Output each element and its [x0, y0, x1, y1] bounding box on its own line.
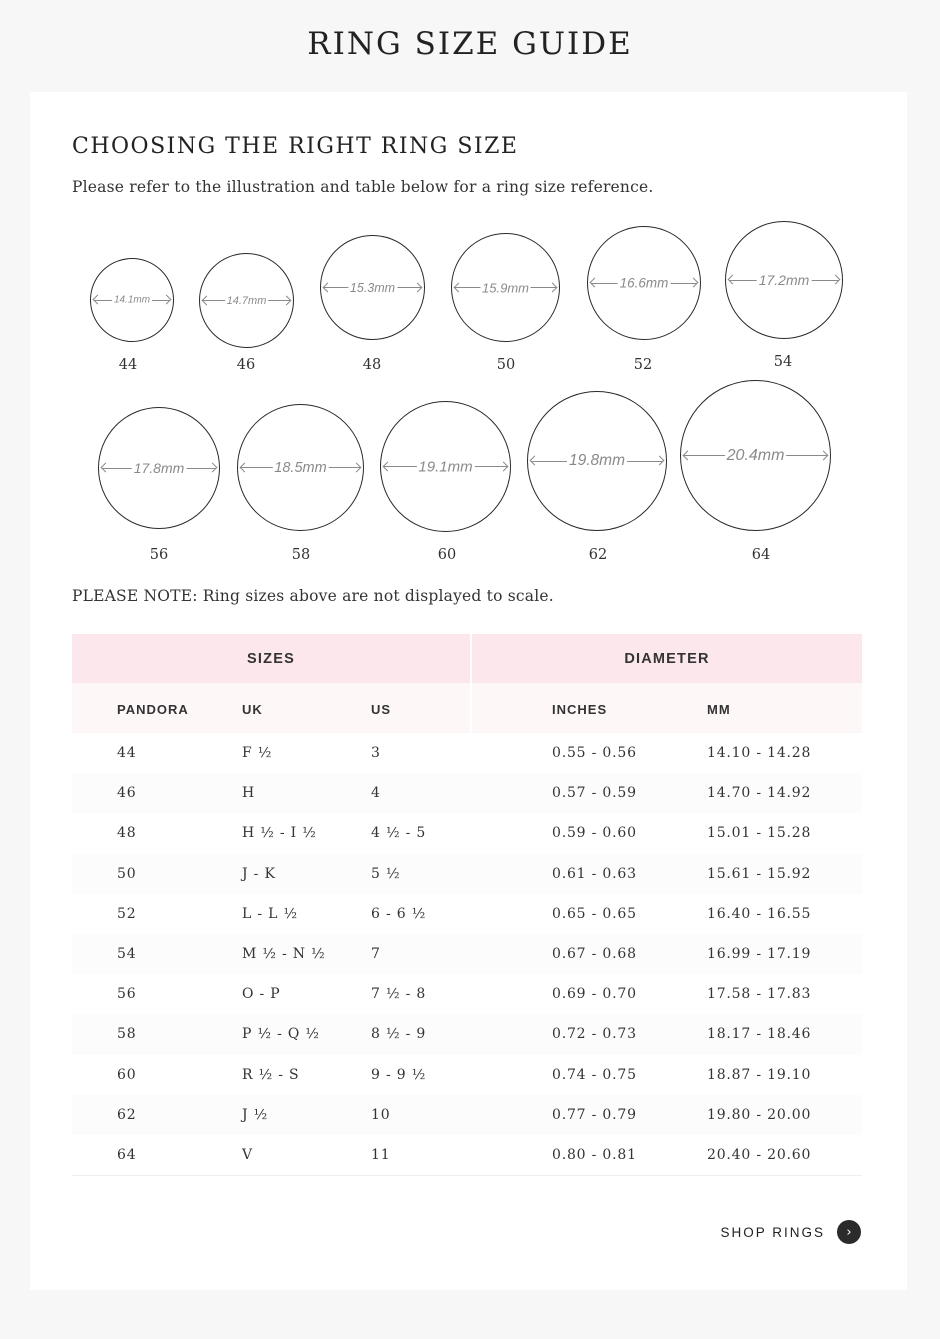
ring-diameter-label: 16.6mm	[619, 275, 669, 291]
cell-pandora: 64	[117, 1146, 137, 1163]
table-row	[72, 934, 862, 974]
table-row	[72, 1135, 862, 1175]
ring-56	[98, 407, 220, 529]
cell-uk: H	[242, 785, 256, 802]
cell-inches: 0.67 - 0.68	[552, 945, 637, 962]
ring-diameter-label: 17.2mm	[758, 272, 810, 288]
ring-diameter-label: 15.9mm	[482, 280, 529, 295]
cell-us: 8 ½ - 9	[371, 1026, 427, 1043]
cell-pandora: 56	[117, 986, 137, 1003]
cell-us: 5 ½	[371, 865, 401, 882]
cell-mm: 15.61 - 15.92	[707, 865, 812, 882]
ring-size-label: 60	[437, 547, 457, 563]
cell-pandora: 50	[117, 865, 137, 882]
ring-diameter-label: 18.5mm	[274, 459, 327, 476]
cell-pandora: 58	[117, 1026, 137, 1043]
table-row	[72, 1014, 862, 1054]
ring-44	[90, 258, 174, 342]
cell-uk: J ½	[242, 1106, 269, 1123]
col-us: US	[371, 702, 392, 717]
ring-diameter-label: 19.8mm	[569, 452, 625, 469]
ring-58	[237, 404, 364, 531]
table-row	[72, 854, 862, 894]
cell-uk: P ½ - Q ½	[242, 1026, 320, 1043]
cell-inches: 0.59 - 0.60	[552, 825, 637, 842]
cell-uk: F ½	[242, 745, 273, 761]
cell-us: 7 ½ - 8	[371, 986, 427, 1003]
ring-size-label: 56	[149, 547, 169, 563]
cell-us: 4	[371, 785, 381, 802]
ring-52	[587, 226, 701, 340]
ring-size-label: 52	[633, 357, 653, 373]
cell-mm: 17.58 - 17.83	[707, 986, 812, 1003]
cell-mm: 14.10 - 14.28	[707, 745, 812, 761]
chevron-right-icon[interactable]: ›	[837, 1220, 861, 1244]
intro-text: Please refer to the illustration and table below for a ring size reference.	[72, 178, 654, 196]
ring-size-label: 46	[236, 357, 256, 373]
ring-size-label: 48	[362, 357, 382, 373]
cell-inches: 0.65 - 0.65	[552, 905, 637, 922]
cell-mm: 16.40 - 16.55	[707, 905, 812, 922]
cell-us: 10	[371, 1106, 391, 1123]
cell-pandora: 44	[117, 745, 137, 761]
section-title: CHOOSING THE RIGHT RING SIZE	[72, 134, 519, 159]
cell-us: 9 - 9 ½	[371, 1066, 427, 1083]
ring-48	[320, 235, 425, 340]
cell-pandora: 48	[117, 825, 137, 842]
ring-diameter-label: 17.8mm	[133, 460, 185, 476]
cell-uk: V	[242, 1146, 253, 1163]
cell-uk: L - L ½	[242, 905, 298, 922]
ring-46	[199, 253, 294, 348]
cell-mm: 20.40 - 20.60	[707, 1146, 812, 1163]
cell-mm: 18.17 - 18.46	[707, 1026, 812, 1043]
scale-note: PLEASE NOTE: Ring sizes above are not displayed to scale.	[72, 587, 554, 605]
ring-size-label: 44	[118, 357, 138, 373]
cell-uk: O - P	[242, 986, 281, 1003]
table-bottom-divider	[72, 1175, 862, 1176]
col-pandora: PANDORA	[117, 702, 189, 717]
table-row	[72, 733, 862, 773]
cell-inches: 0.55 - 0.56	[552, 745, 637, 761]
col-inches: INCHES	[552, 702, 608, 717]
cell-inches: 0.77 - 0.79	[552, 1106, 637, 1123]
cell-pandora: 62	[117, 1106, 137, 1123]
ring-size-table	[72, 634, 862, 1175]
cell-us: 6 - 6 ½	[371, 905, 427, 922]
cell-inches: 0.57 - 0.59	[552, 785, 637, 802]
cell-us: 3	[371, 745, 381, 761]
table-column-header	[72, 683, 862, 733]
ring-64	[680, 380, 831, 531]
ring-size-card	[30, 92, 907, 1290]
ring-diameter-label: 14.1mm	[113, 294, 151, 306]
cell-inches: 0.69 - 0.70	[552, 986, 637, 1003]
ring-size-label: 62	[588, 547, 608, 563]
cell-inches: 0.72 - 0.73	[552, 1026, 637, 1043]
cell-inches: 0.74 - 0.75	[552, 1066, 637, 1083]
table-group-header	[72, 634, 862, 683]
ring-diameter-label: 19.1mm	[418, 458, 473, 475]
cell-inches: 0.61 - 0.63	[552, 865, 637, 882]
table-body	[72, 733, 862, 1175]
table-row	[72, 1095, 862, 1135]
cell-us: 11	[371, 1146, 391, 1163]
col-uk: UK	[242, 702, 263, 717]
cell-us: 7	[371, 945, 381, 962]
cell-uk: M ½ - N ½	[242, 945, 326, 962]
cell-mm: 14.70 - 14.92	[707, 785, 812, 802]
shop-rings-link[interactable]	[720, 1220, 861, 1244]
sizes-group-header: SIZES	[72, 634, 470, 683]
ring-54	[725, 221, 843, 339]
cell-uk: R ½ - S	[242, 1066, 300, 1083]
cell-mm: 15.01 - 15.28	[707, 825, 812, 842]
cell-mm: 18.87 - 19.10	[707, 1066, 812, 1083]
ring-diameter-label: 20.4mm	[726, 446, 785, 464]
cell-uk: J - K	[242, 865, 276, 882]
diameter-group-header: DIAMETER	[472, 634, 862, 683]
cell-pandora: 52	[117, 905, 137, 922]
cell-inches: 0.80 - 0.81	[552, 1146, 637, 1163]
table-row	[72, 773, 862, 813]
ring-size-label: 54	[773, 354, 793, 370]
cell-mm: 16.99 - 17.19	[707, 945, 812, 962]
col-mm: MM	[707, 702, 731, 717]
cell-pandora: 60	[117, 1066, 137, 1083]
ring-62	[527, 391, 667, 531]
cell-pandora: 46	[117, 785, 137, 802]
table-row	[72, 813, 862, 853]
table-row	[72, 1055, 862, 1095]
ring-60	[380, 401, 511, 532]
ring-50	[451, 233, 560, 342]
page-title: RING SIZE GUIDE	[307, 26, 633, 62]
ring-diameter-label: 14.7mm	[226, 294, 267, 307]
ring-diameter-label: 15.3mm	[349, 280, 396, 295]
ring-size-label: 64	[751, 547, 771, 563]
cell-mm: 19.80 - 20.00	[707, 1106, 812, 1123]
cell-pandora: 54	[117, 945, 137, 962]
cell-us: 4 ½ - 5	[371, 825, 427, 842]
table-row	[72, 894, 862, 934]
ring-size-label: 50	[496, 357, 516, 373]
cell-uk: H ½ - I ½	[242, 825, 317, 842]
shop-rings-label[interactable]: SHOP RINGS	[720, 1224, 825, 1240]
ring-size-label: 58	[291, 547, 311, 563]
table-row	[72, 974, 862, 1014]
